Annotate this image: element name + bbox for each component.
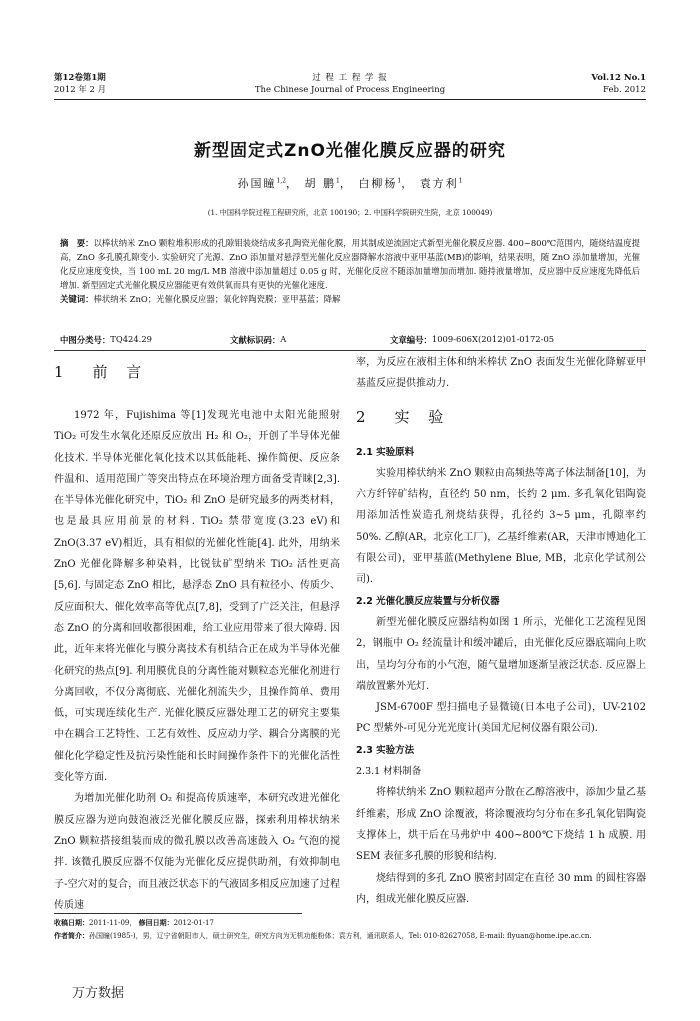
reactor-paragraph: 烧结得到的多孔 ZnO 膜密封固定在直径 30 mm 的圆柱容器内，组成光催化膜反应器. — [356, 872, 646, 905]
intro-paragraph-1: 1972 年，Fujishima 等[1]发现光电池中太阳光能照射 TiO₂ 可发生水氧化还原反应放出 H₂ 和 O₂，开创了半导体光催化技术. 半导体光催化氧化技术以其低能耗、操作简便、反应条件温和、适用范围广等突出特点在环境治理方面备受青睐[2,3]. 在半导体光催化研究中，TiO₂ 和 ZnO 是研究最多的两类材料，也是最具应用前景的材料. TiO₂ 禁带宽度(3.23 eV)和 ZnO(3.37 eV)相近，具有相似的光催化性能[4]. 此外，用纳米 ZnO 光催化降解多种染料，比锐钛矿型纳米 TiO₂ 活性更高[5,6]. 与固定态 ZnO 相比，悬浮态 ZnO 具有粒径小、传质少、反应面积大、催化效率高等优点[7,8]，受到了广泛关注，但悬浮态 ZnO 的分离和回收都很困难，给工业应用带来了很大障碍. 因此，近年来将光催化与膜分离技术有机结合正在成为半导体光催化研究的热点[9]. 利用膜优良的分离性能对颗粒态光催化剂进行分离回收，不仅分离彻底、光催化剂流失少，且操作简单、费用低，可实现连续化生产. 光催化膜反应器处理工艺的研究主要集中在耦合工艺特性、工艺有效性、反应动力学、耦合分离膜的光催化化学稳定性及抗污染性能和长时间操作条件下的光催化活性变化等方面. — [54, 410, 340, 784]
subsection-heading-materials: 2.1 实验原料 — [356, 446, 415, 458]
footnote-rule — [54, 913, 302, 914]
subsection-heading-methods: 2.3 实验方法 — [356, 744, 415, 756]
footnote-bio: 作者简介：孙国瞳(1985-)，男，辽宁省朝阳市人，硕士研究生，研究方向为无机功能粉体；袁方利，通讯联系人，Tel: 010-82627058, E-mail: flyuan@home.ipe.ac.cn. — [54, 931, 592, 940]
intro-paragraph-2: 为增加光催化助剂 O₂ 和提高传质速率，本研究改进光催化膜反应器为逆向鼓泡液泛光催化膜反应器，探索利用棒状纳米 ZnO 颗粒搭接组装而成的微孔膜以改善高速鼓入 O₂ 气泡的搅拌. 该微孔膜反应器不仅能为光催化反应提供助剂，有效抑制电子-空穴对的复合，而且液泛状态下的气液固多相反应加速了过程传质速 — [54, 793, 340, 911]
watermark-text: 万方数据 — [72, 986, 125, 1001]
instruments-paragraph: JSM-6700F 型扫描电子显微镜(日本电子公司)，UV-2102 PC 型紫外-可见分光光度计(美国尤尼柯仪器有限公司). — [356, 702, 646, 735]
keywords — [60, 292, 640, 306]
left-column — [54, 352, 340, 916]
keywords-label: 关键词： — [60, 294, 94, 305]
footnote — [54, 917, 646, 942]
author: 孙国瞳$^{1,2}$ — [237, 177, 287, 190]
author-list: 孙国瞳$^{1,2}$， 胡 鹏$^1$， 白柳杨$^1$， 袁方利$^1$ — [237, 177, 463, 190]
abstract — [60, 236, 640, 306]
header-journal: 过 程 工 程 学 报 The Chinese Journal of Process Engineering — [254, 73, 446, 95]
materials-paragraph: 实验用棒状纳米 ZnO 颗粒由高频热等离子体法制备[10]，为六方纤锌矿结构，直径约 50 nm，长约 2 μm. 多孔氧化铝陶瓷用添加活性炭造孔剂烧结获得，孔径约 3~5 μm，孔隙率约 50%. 乙醇(AR，北京化工厂)，乙基纤维素(AR，天津市博迪化工有限公司)，亚甲基蓝(Methylene Blue, MB，北京化学试剂公司). — [356, 467, 646, 586]
author: 白柳杨$^1$ — [358, 177, 402, 190]
subsection-heading-preparation: 2.3.1 材料制备 — [356, 766, 422, 778]
intro-paragraph-2-continued: 率，为反应在液相主体和纳米棒状 ZnO 表面发生光催化降解亚甲基蓝反应提供推动力. — [356, 357, 646, 390]
abstract-label: 摘 要： — [60, 238, 94, 248]
affiliation: (1. 中国科学院过程工程研究所，北京 100190；2. 中国科学院研究生院，北京 100049) — [207, 208, 493, 217]
journal-header — [54, 70, 646, 100]
article-number: 文章编号： 1009-606X(2012)01-0172-05 — [390, 334, 555, 345]
section-heading-experiment: 2 实 验 — [356, 407, 451, 426]
header-issue: Vol.12 No.1 Feb. 2012 — [591, 73, 646, 95]
subsection-heading-apparatus: 2.2 光催化膜反应装置与分析仪器 — [356, 595, 500, 607]
meta-rule — [54, 350, 646, 351]
header-rule — [54, 99, 646, 100]
paper-title: 新型固定式ZnO光催化膜反应器的研究 — [194, 141, 506, 161]
header-volume: 第12卷第1期 2012 年 2 月 — [54, 73, 107, 95]
right-column — [356, 352, 646, 910]
abstract-text: 以棒状纳米 ZnO 颗粒堆积形成的孔隙钼装烧结成多孔陶瓷光催化膜，用其制成逆流固定式新型光催化膜反应器. 400~800℃范围内，随烧结温度提高，ZnO 多孔膜孔隙变小. 实验研究了光源、ZnO 添加量对悬浮型光催化反应器降解水溶液中亚甲基蓝(MB)的影响，结果表明，随 ZnO 添加量增加，光催化反应速度变快，当 100 mL 20 mg/L MB 溶液中添加量超过 0.05 g 时，光催化反应不随添加量增加而增加. 随持液量增加，反应器中反应速度先降低后增加. 新型固定式光催化膜反应器能更有效供氧而具有更快的光催化速度. — [60, 238, 640, 291]
author: 袁方利$^1$ — [419, 177, 463, 190]
clc-number: 中图分类号： TQ424.29 — [60, 334, 153, 345]
author: 胡 鹏$^1$ — [304, 177, 340, 190]
document-code: 文献标识码： A — [230, 334, 287, 345]
keywords-text: 棒状纳米 ZnO；光催化膜反应器；氧化锌陶瓷膜；亚甲基蓝；降解 — [93, 294, 341, 305]
apparatus-paragraph: 新型光催化膜反应器结构如图 1 所示，光催化工艺流程见图 2，钢瓶中 O₂ 经流量计和缓冲罐后，由光催化反应器底端向上吹出，呈均匀分布的小气泡，随气量增加逐渐呈液泛状态. 反应器上端放置紫外光灯. — [356, 616, 646, 692]
preparation-paragraph: 将棒状纳米 ZnO 颗粒超声分散在乙醇溶液中，添加少量乙基纤维素，形成 ZnO 涂覆液，将涂覆液均匀分布在多孔氧化铝陶瓷支撑体上，烘干后在马弗炉中 400~800℃下烧结 1 h 成膜. 用 SEM 表征多孔膜的形貌和结构. — [356, 787, 646, 863]
footnote-dates: 收稿日期：2011-11-09， 修回日期：2012-01-17 — [54, 919, 214, 927]
section-heading-introduction: 1 前 言 — [54, 363, 149, 381]
